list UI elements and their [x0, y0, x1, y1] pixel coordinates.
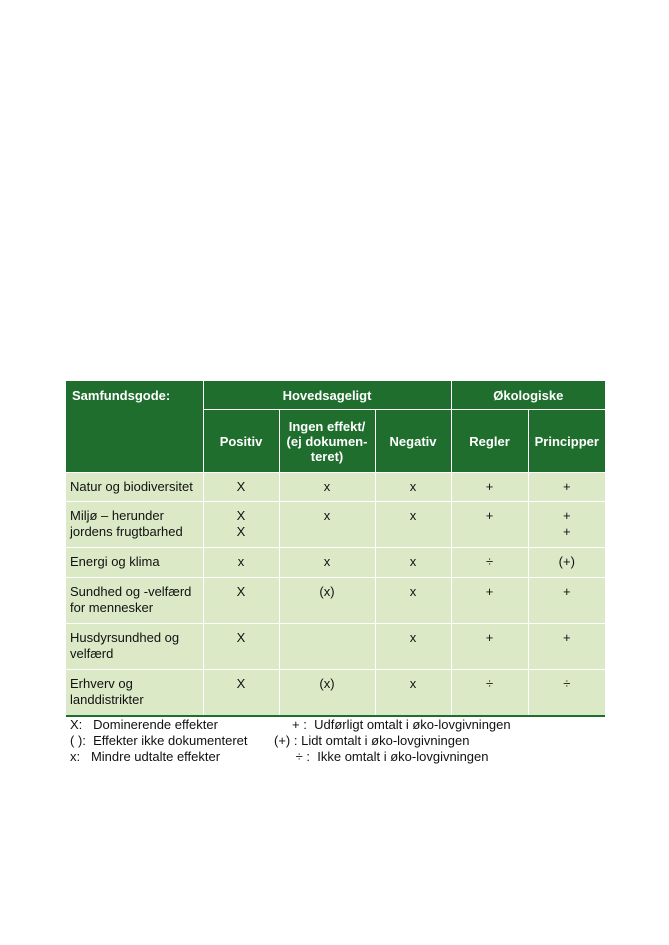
cell-negativ — [375, 670, 451, 717]
legend-row — [70, 717, 511, 733]
cell-negativ — [375, 548, 451, 578]
cell-regler-line: ÷ — [485, 554, 494, 569]
cell-samfundsgode-line: jordens frugtbarhed — [70, 524, 183, 539]
cell-principper-line: + — [562, 630, 571, 645]
header-ingen-effekt-line: Ingen effekt/ — [288, 418, 366, 434]
cell-positiv-line: X — [236, 508, 246, 523]
cell-regler — [451, 624, 528, 670]
cell-ingen-effekt-line: x — [323, 554, 331, 569]
cell-negativ — [375, 502, 451, 548]
cell-samfundsgode — [66, 670, 203, 717]
cell-ingen-effekt — [279, 548, 375, 578]
cell-principper-line: + — [562, 508, 571, 523]
cell-regler-line: + — [485, 584, 494, 599]
legend-row — [70, 749, 511, 765]
cell-positiv — [203, 624, 279, 670]
cell-negativ-line: x — [409, 508, 417, 523]
cell-ingen-effekt — [279, 473, 375, 502]
cell-negativ-line: x — [409, 479, 417, 494]
legend-effect-text: X: Dominerende effekter — [70, 717, 218, 732]
cell-negativ-line: x — [409, 584, 417, 599]
effects-table-container — [66, 381, 605, 717]
cell-samfundsgode-line: Miljø – herunder — [70, 508, 164, 523]
cell-positiv — [203, 502, 279, 548]
cell-samfundsgode-line: for mennesker — [70, 600, 154, 615]
legend-effect-text: x: Mindre udtalte effekter — [70, 749, 221, 764]
header-okologiske: Økologiske — [451, 381, 605, 410]
table-body — [66, 473, 605, 717]
cell-negativ — [375, 473, 451, 502]
cell-ingen-effekt-line: x — [323, 479, 331, 494]
legend-law-text: + : Udførligt omtalt i øko-lovgivningen — [274, 717, 511, 732]
cell-positiv-line: X — [236, 630, 246, 645]
cell-samfundsgode-line: Sundhed og -velfærd — [70, 584, 192, 599]
cell-samfundsgode — [66, 502, 203, 548]
header-positiv: Positiv — [203, 410, 279, 473]
legend-law-text: ÷ : Ikke omtalt i øko-lovgivningen — [274, 749, 489, 764]
cell-positiv-line: x — [237, 554, 245, 569]
cell-positiv-line: X — [236, 676, 246, 691]
header-regler: Regler — [451, 410, 528, 473]
cell-negativ-line: x — [409, 554, 417, 569]
cell-principper-line: ÷ — [563, 676, 571, 691]
effects-table — [66, 381, 605, 717]
cell-principper — [528, 578, 605, 624]
cell-positiv — [203, 578, 279, 624]
cell-negativ-line: x — [409, 630, 417, 645]
cell-ingen-effekt-line: x — [323, 508, 331, 523]
table-row — [66, 670, 605, 717]
table-row — [66, 548, 605, 578]
cell-positiv-line: X — [236, 584, 246, 599]
legend — [70, 717, 511, 765]
table-row — [66, 578, 605, 624]
cell-ingen-effekt-line: (x) — [319, 676, 335, 691]
cell-principper-line: + — [562, 524, 571, 539]
header-ingen-effekt-line: (ej dokumen- — [286, 433, 368, 449]
cell-principper — [528, 473, 605, 502]
cell-principper — [528, 502, 605, 548]
cell-regler — [451, 548, 528, 578]
cell-principper-line: (+) — [558, 554, 575, 569]
cell-principper — [528, 624, 605, 670]
header-ingen-effekt — [279, 410, 375, 473]
cell-ingen-effekt — [279, 624, 375, 670]
cell-regler — [451, 473, 528, 502]
cell-ingen-effekt — [279, 578, 375, 624]
cell-samfundsgode — [66, 578, 203, 624]
cell-samfundsgode-line: velfærd — [70, 646, 114, 661]
cell-ingen-effekt — [279, 670, 375, 717]
cell-samfundsgode-line: Erhverv og — [70, 676, 133, 691]
cell-regler-line: ÷ — [485, 676, 494, 691]
table-row — [66, 502, 605, 548]
cell-principper-line: + — [562, 584, 571, 599]
legend-row — [70, 733, 511, 749]
header-negativ: Negativ — [375, 410, 451, 473]
cell-negativ — [375, 624, 451, 670]
cell-regler — [451, 502, 528, 548]
cell-positiv — [203, 670, 279, 717]
header-principper: Principper — [528, 410, 605, 473]
cell-regler-line: + — [485, 630, 494, 645]
table-row — [66, 473, 605, 502]
cell-samfundsgode — [66, 548, 203, 578]
cell-negativ-line: x — [409, 676, 417, 691]
header-hovedsageligt: Hovedsageligt — [203, 381, 451, 410]
header-ingen-effekt-line: teret) — [310, 448, 344, 464]
cell-positiv-line: X — [236, 524, 246, 539]
cell-ingen-effekt — [279, 502, 375, 548]
cell-principper — [528, 670, 605, 717]
cell-principper-line: + — [562, 479, 571, 494]
cell-regler-line: + — [485, 508, 494, 523]
cell-samfundsgode-line: Husdyrsundhed og — [70, 630, 180, 645]
cell-positiv — [203, 473, 279, 502]
table-row — [66, 624, 605, 670]
cell-positiv-line: X — [236, 479, 246, 494]
cell-regler — [451, 670, 528, 717]
cell-samfundsgode-line: landdistrikter — [70, 692, 144, 707]
cell-samfundsgode — [66, 473, 203, 502]
legend-law-text: (+) : Lidt omtalt i øko-lovgivningen — [274, 733, 470, 748]
cell-principper — [528, 548, 605, 578]
cell-ingen-effekt-line: (x) — [319, 584, 335, 599]
cell-negativ — [375, 578, 451, 624]
cell-regler — [451, 578, 528, 624]
legend-effect-text: ( ): Effekter ikke dokumenteret — [70, 733, 248, 748]
cell-regler-line: + — [485, 479, 494, 494]
cell-samfundsgode-line: Natur og biodiversitet — [70, 479, 193, 494]
header-samfundsgode: Samfundsgode: — [66, 381, 203, 473]
cell-samfundsgode-line: Energi og klima — [70, 554, 160, 569]
cell-positiv — [203, 548, 279, 578]
cell-samfundsgode — [66, 624, 203, 670]
